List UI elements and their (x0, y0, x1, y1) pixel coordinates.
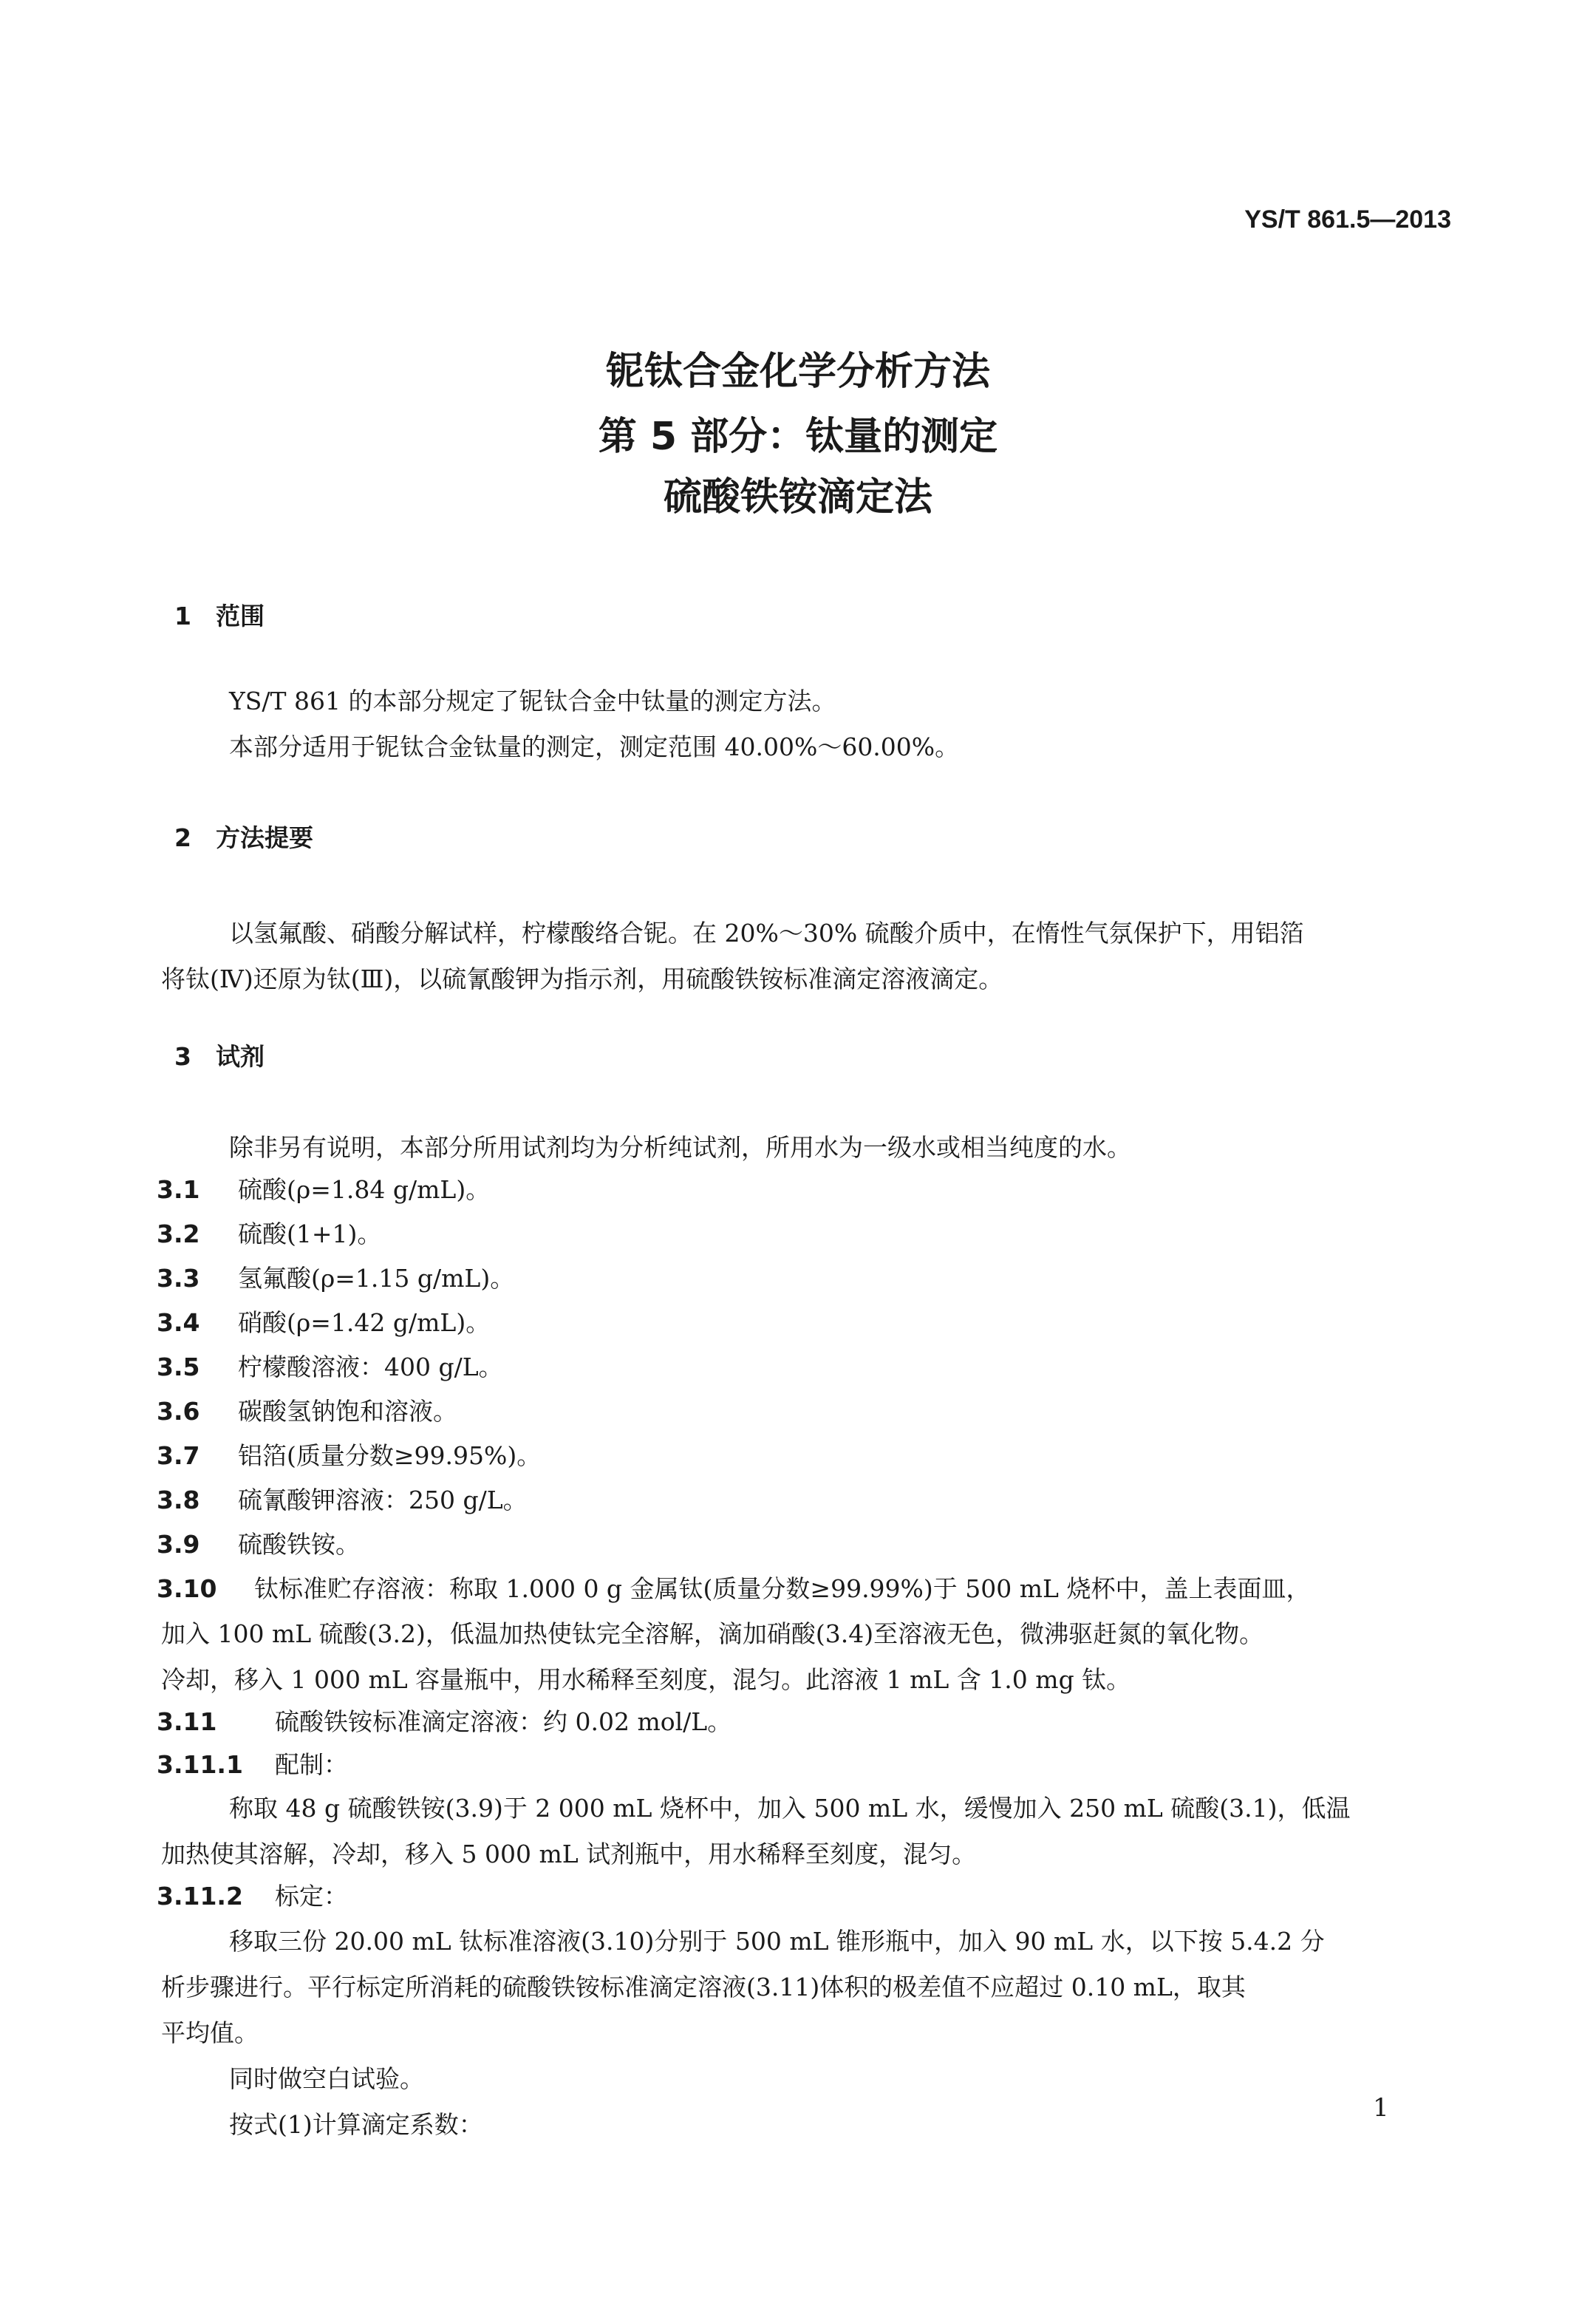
item-number: 3.9 (157, 1530, 200, 1559)
item-text: 硫氰酸钾溶液：250 g/L。 (238, 1486, 528, 1514)
section-title: 试剂 (216, 1042, 265, 1071)
document-title-line2: 第 5 部分：钛量的测定 (598, 415, 998, 459)
section-number: 1 (174, 602, 191, 630)
page-number: 1 (1373, 2093, 1389, 2123)
section-number: 3 (174, 1042, 191, 1071)
item-text: 硝酸(ρ=1.42 g/mL)。 (238, 1308, 491, 1337)
item-3-11-2-line-2: 析步骤进行。平行标定所消耗的硫酸铁铵标准滴定溶液(3.11)体积的极差值不应超过 0.10 mL，取其 (161, 1973, 1246, 2001)
item-3-11-2-line-3: 平均值。 (161, 2018, 259, 2047)
document-title-line1: 铌钛合金化学分析方法 (605, 350, 990, 394)
reagent-item-3-10 (157, 1570, 1310, 1605)
section-3-heading (174, 1038, 265, 1072)
item-label: 标定： (275, 1882, 348, 1911)
reagent-item (157, 1525, 360, 1560)
section-2-heading (174, 819, 313, 854)
reagent-item (157, 1437, 541, 1472)
item-text: 硫酸铁铵。 (238, 1530, 360, 1559)
item-text: 氢氟酸(ρ=1.15 g/mL)。 (238, 1264, 515, 1293)
item-text: 硫酸铁铵标准滴定溶液：约 0.02 mol/L。 (275, 1707, 732, 1736)
reagent-item-3-11 (157, 1703, 732, 1738)
section-2-line-2: 将钛(Ⅳ)还原为钛(Ⅲ)，以硫氰酸钾为指示剂，用硫酸铁铵标准滴定溶液滴定。 (161, 965, 1003, 993)
item-number: 3.11.1 (157, 1750, 243, 1779)
item-text: 柠檬酸溶液：400 g/L。 (238, 1353, 503, 1381)
item-label: 配制： (275, 1750, 348, 1779)
section-2-line-1: 以氢氟酸、硝酸分解试样，柠檬酸络合铌。在 20%～30% 硫酸介质中，在惰性气氛保护下，用铝箔 (229, 919, 1304, 948)
item-number: 3.4 (157, 1308, 200, 1337)
reagent-item (157, 1215, 381, 1250)
item-number: 3.8 (157, 1486, 200, 1514)
item-3-11-2-line-1: 移取三份 20.00 mL 钛标准溶液(3.10)分别于 500 mL 锥形瓶中，加入 90 mL 水，以下按 5.4.2 分 (229, 1927, 1325, 1956)
item-number: 3.1 (157, 1175, 200, 1204)
item-text: 硫酸(ρ=1.84 g/mL)。 (238, 1175, 491, 1204)
subitem-3-11-2 (157, 1877, 348, 1912)
document-title-line3: 硫酸铁铵滴定法 (663, 475, 932, 520)
item-text: 铝箔(质量分数≥99.95%)。 (238, 1441, 542, 1470)
section-title: 方法提要 (216, 823, 313, 852)
reagent-item (157, 1171, 490, 1205)
item-number: 3.5 (157, 1353, 200, 1381)
reagent-item (157, 1304, 490, 1338)
section-1-paragraph-2: 本部分适用于铌钛合金钛量的测定，测定范围 40.00%～60.00%。 (229, 732, 960, 761)
standard-number: YS/T 861.5—2013 (1244, 205, 1451, 234)
item-number: 3.10 (157, 1574, 217, 1603)
reagent-item (157, 1481, 528, 1516)
item-number: 3.2 (157, 1219, 200, 1248)
reagent-item (157, 1259, 514, 1294)
item-number: 3.11.2 (157, 1882, 243, 1911)
item-number: 3.6 (157, 1397, 200, 1426)
section-title: 范围 (216, 602, 265, 630)
section-1-heading (174, 597, 265, 632)
item-3-11-1-line-2: 加热使其溶解，冷却，移入 5 000 mL 试剂瓶中，用水稀释至刻度，混匀。 (161, 1840, 977, 1868)
item-3-11-2-line-5: 按式(1)计算滴定系数： (229, 2110, 483, 2139)
section-3-intro: 除非另有说明，本部分所用试剂均为分析纯试剂，所用水为一级水或相当纯度的水。 (229, 1133, 1131, 1162)
subitem-3-11-1 (157, 1746, 348, 1780)
item-text: 硫酸(1+1)。 (238, 1219, 382, 1248)
section-number: 2 (174, 823, 191, 852)
reagent-item (157, 1392, 457, 1427)
item-number: 3.7 (157, 1441, 200, 1470)
item-3-10-line-2: 加入 100 mL 硫酸(3.2)，低温加热使钛完全溶解，滴加硝酸(3.4)至溶液无色，微沸驱赶氮的氧化物。 (161, 1619, 1264, 1648)
section-1-paragraph-1: YS/T 861 的本部分规定了铌钛合金中钛量的测定方法。 (229, 687, 836, 715)
item-number: 3.3 (157, 1264, 200, 1293)
item-text: 钛标准贮存溶液：称取 1.000 0 g 金属钛(质量分数≥99.99%)于 500 mL 烧杯中，盖上表面皿， (254, 1574, 1311, 1603)
item-3-11-1-line-1: 称取 48 g 硫酸铁铵(3.9)于 2 000 mL 烧杯中，加入 500 mL 水，缓慢加入 250 mL 硫酸(3.1)，低温 (229, 1794, 1351, 1823)
item-text: 碳酸氢钠饱和溶液。 (238, 1397, 457, 1426)
item-number: 3.11 (157, 1707, 217, 1736)
reagent-item (157, 1348, 503, 1383)
item-3-10-line-3: 冷却，移入 1 000 mL 容量瓶中，用水稀释至刻度，混匀。此溶液 1 mL 含 1.0 mg 钛。 (161, 1665, 1131, 1694)
item-3-11-2-line-4: 同时做空白试验。 (229, 2064, 424, 2093)
